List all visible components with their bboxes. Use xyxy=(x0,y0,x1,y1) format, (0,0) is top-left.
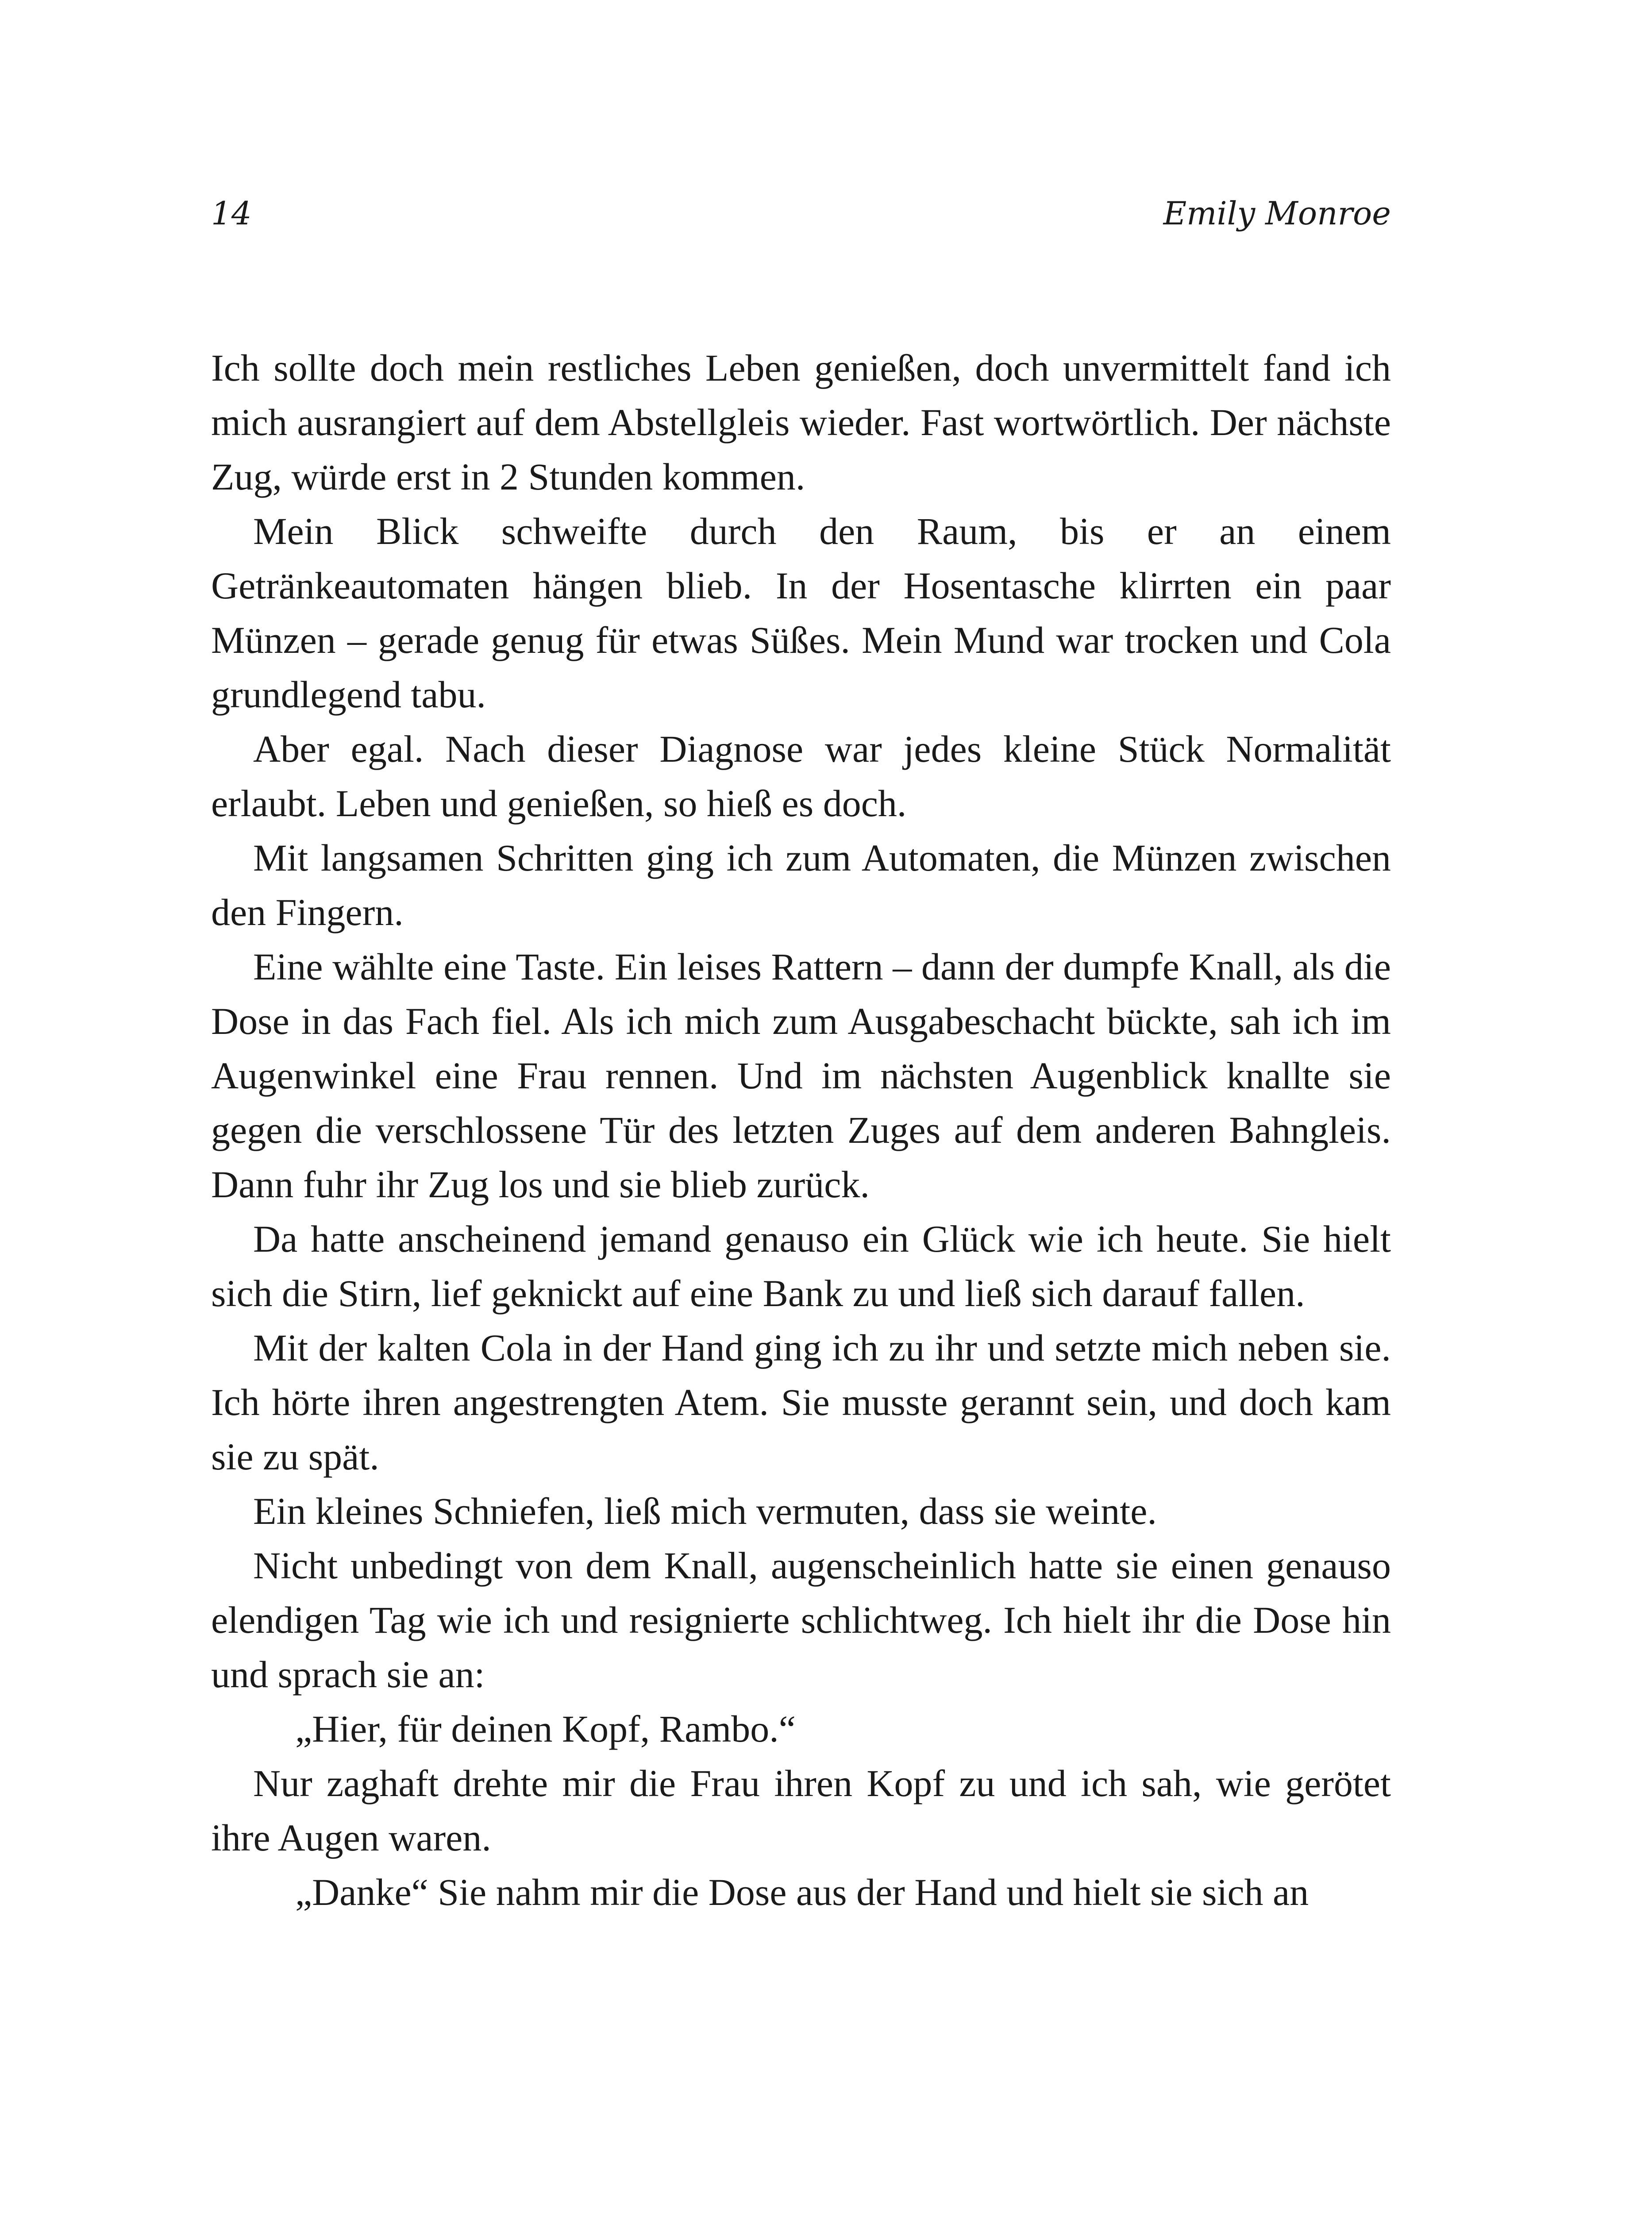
body-text xyxy=(211,341,1391,1920)
page-number: 14 xyxy=(211,195,252,232)
dialog-paragraph: „Hier, für deinen Kopf, Rambo.“ xyxy=(295,1708,796,1750)
paragraph: Eine wählte eine Taste. Ein leises Rattern – dann der dumpfe Knall, als die Dose in das Fach fiel. Als ich mich zum Ausgabeschacht bückte, sah ich im Augenwinkel eine Frau rennen. Und im nächsten Augenblick knallte sie gegen die verschlossene Tür des letzten Zuges auf dem anderen Bahngleis. Dann fuhr ihr Zug los und sie blieb zurück. xyxy=(211,945,1391,1206)
paragraph: Nur zaghaft drehte mir die Frau ihren Kopf zu und ich sah, wie gerötet ihre Augen waren. xyxy=(211,1762,1391,1859)
paragraph: Mit langsamen Schritten ging ich zum Automaten, die Münzen zwischen den Fingern. xyxy=(211,837,1391,933)
paragraph: Da hatte anscheinend jemand genauso ein Glück wie ich heute. Sie hielt sich die Stirn, lief geknickt auf eine Bank zu und ließ sich darauf fallen. xyxy=(211,1218,1391,1315)
paragraph: Nicht unbedingt von dem Knall, augenscheinlich hatte sie einen genauso elendigen Tag wie ich und resignierte schlichtweg. Ich hielt ihr die Dose hin und sprach sie an: xyxy=(211,1544,1391,1696)
dialog-paragraph: „Danke“ Sie nahm mir die Dose aus der Hand und hielt sie sich an xyxy=(295,1871,1309,1913)
paragraph: Mein Blick schweifte durch den Raum, bis er an einem Getränkeautomaten hängen blieb. In der Hosentasche klirrten ein paar Münzen – gerade genug für etwas Süßes. Mein Mund war trocken und Cola grundlegend tabu. xyxy=(211,510,1391,716)
paragraph: Ich sollte doch mein restliches Leben genießen, doch unvermittelt fand ich mich ausrangiert auf dem Abstellgleis wieder. Fast wortwörtlich. Der nächste Zug, würde erst in 2 Stunden kommen. xyxy=(211,347,1391,498)
paragraph: Ein kleines Schniefen, ließ mich vermuten, dass sie weinte. xyxy=(253,1490,1157,1532)
paragraph: Aber egal. Nach dieser Diagnose war jedes kleine Stück Normalität erlaubt. Leben und genießen, so hieß es doch. xyxy=(211,728,1391,825)
page-header xyxy=(211,195,1391,248)
author-name: Emily Monroe xyxy=(1163,195,1391,232)
paragraph: Mit der kalten Cola in der Hand ging ich zu ihr und setzte mich neben sie. Ich hörte ihren angestrengten Atem. Sie musste gerannt sein, und doch kam sie zu spät. xyxy=(211,1326,1391,1478)
